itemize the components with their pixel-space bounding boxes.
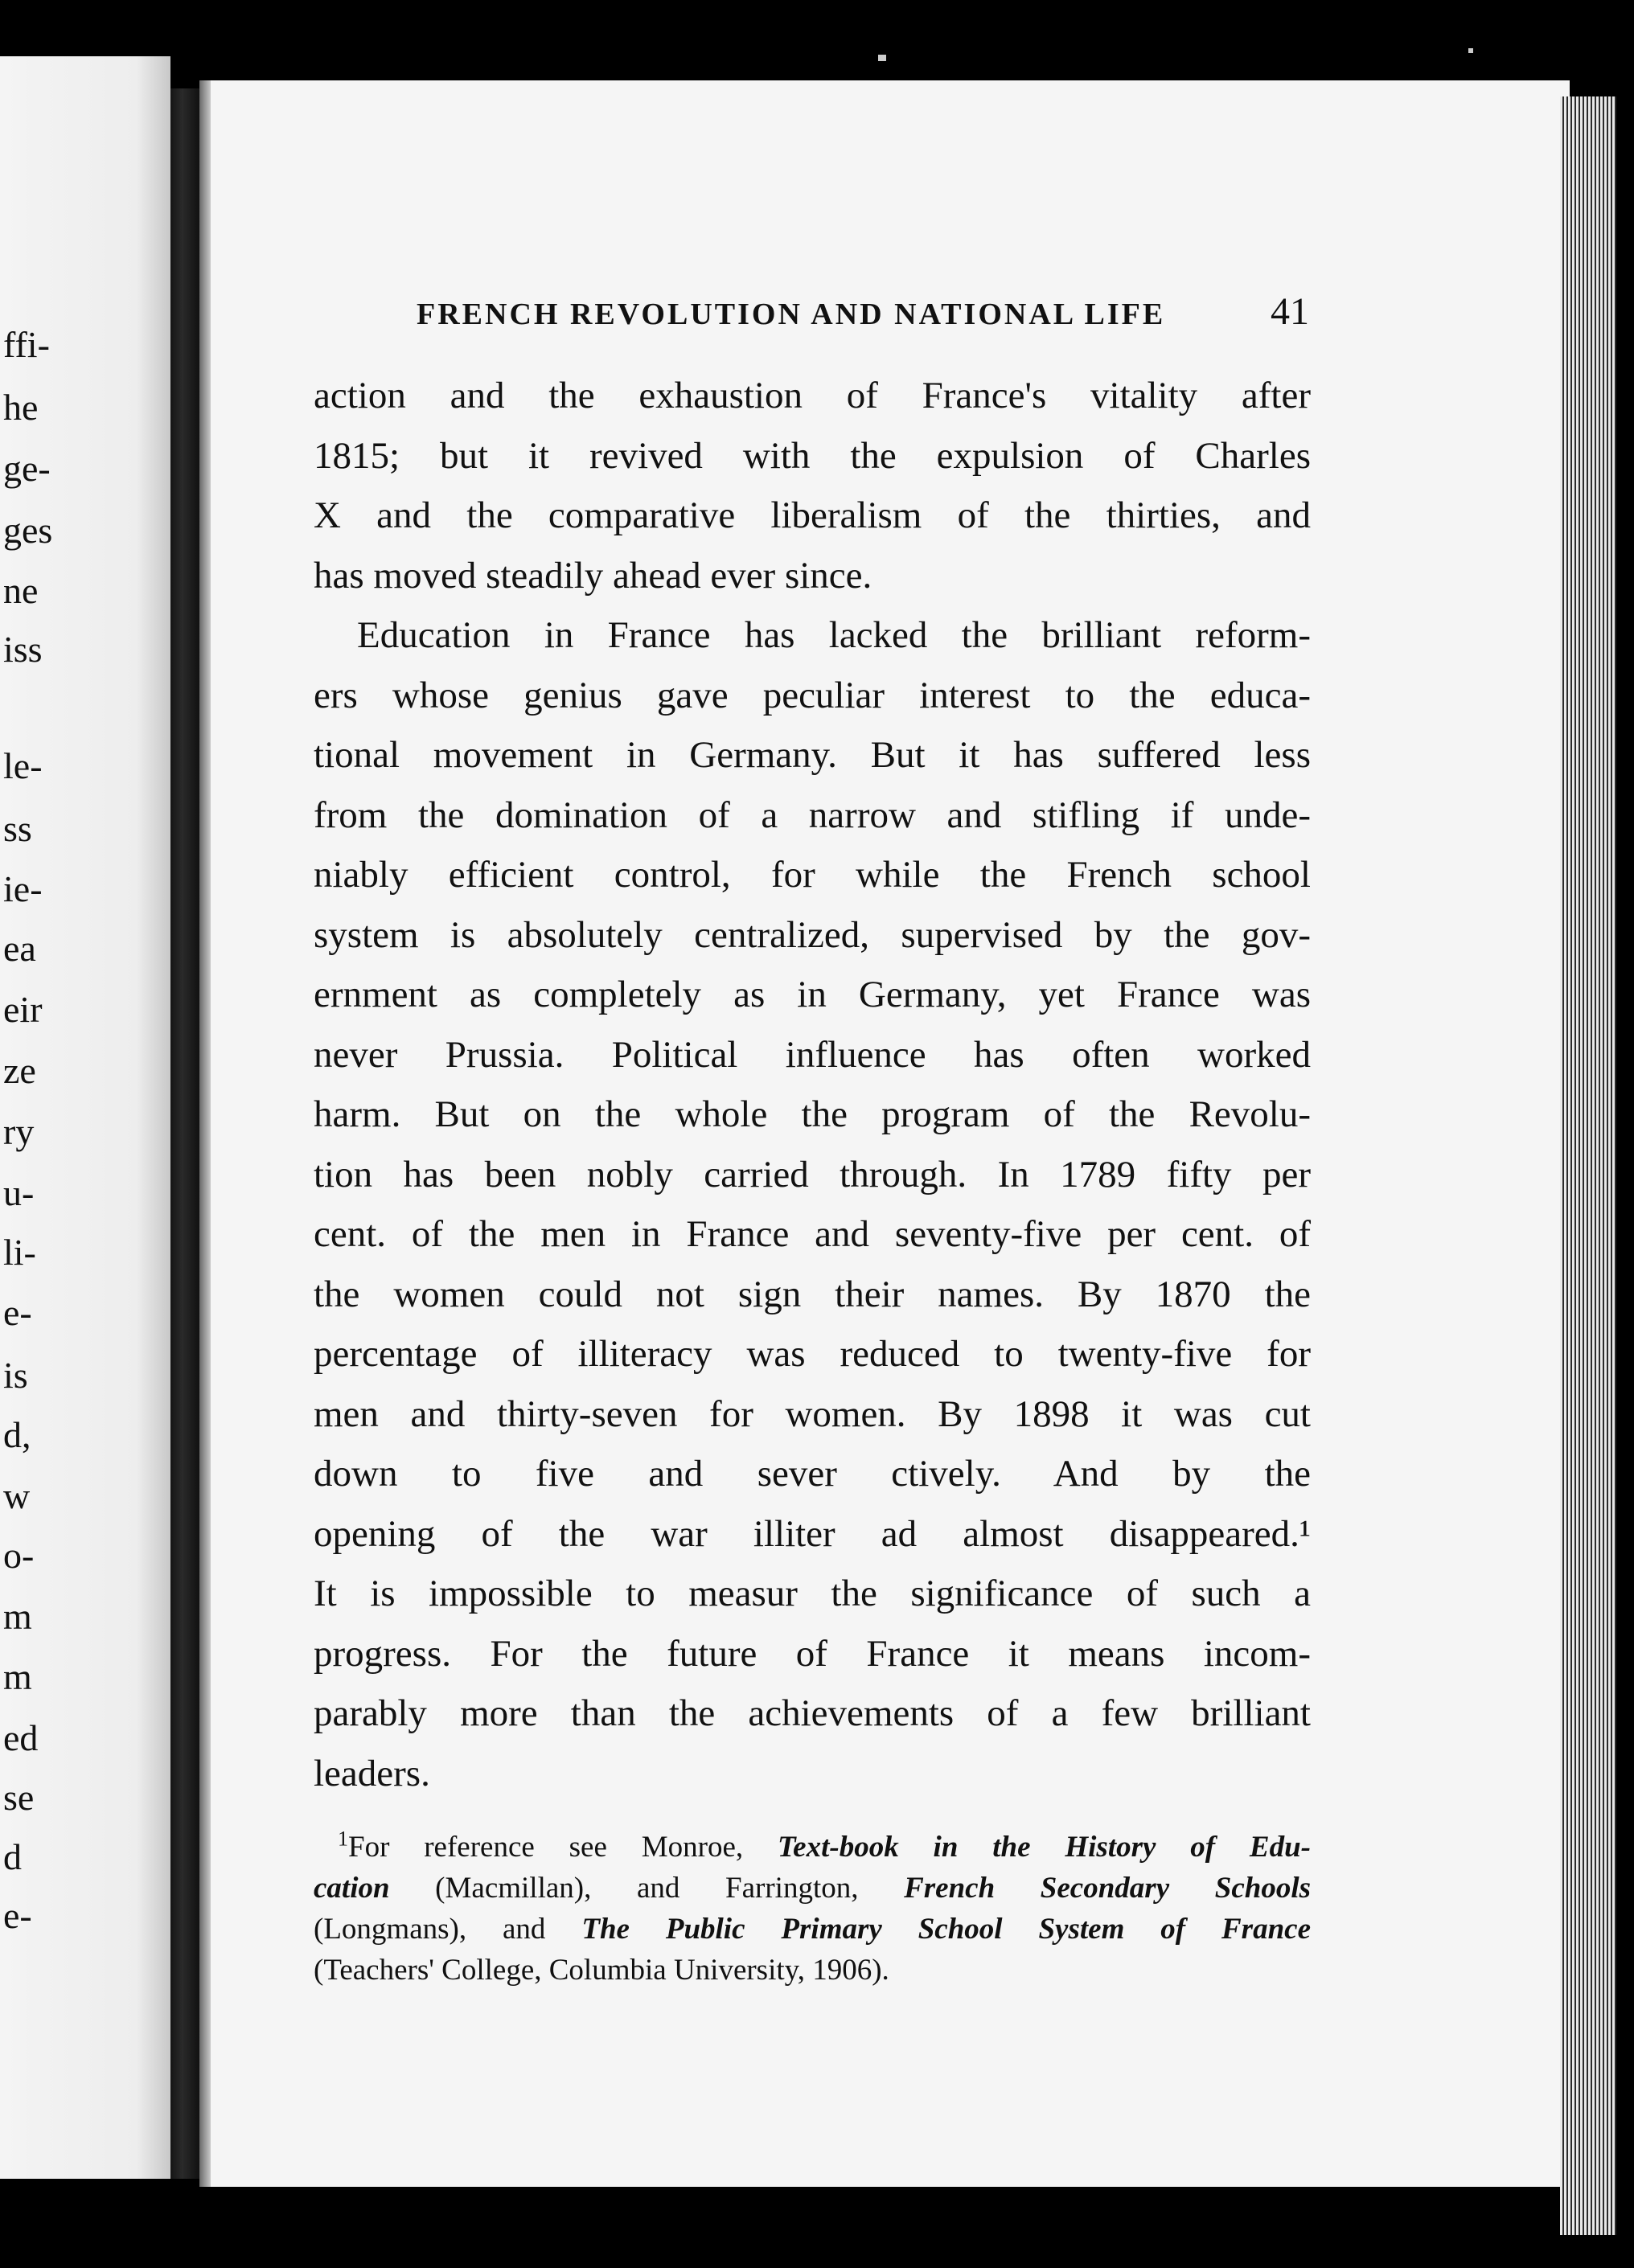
left-page-fragment: m xyxy=(3,1656,32,1697)
book-gutter xyxy=(170,88,199,2179)
body-line: leaders. xyxy=(314,1752,430,1794)
left-page-fragment: ry xyxy=(3,1111,35,1152)
left-page-fragment: eir xyxy=(3,989,43,1030)
running-header xyxy=(417,289,1309,334)
body-line: X and the comparative liberalism of the thirties, and xyxy=(314,494,1311,536)
left-page-fragment: ges xyxy=(3,510,53,551)
body-line: harm. But on the whole the program of the Revolu- xyxy=(314,1093,1311,1135)
body-line: the women could not sign their names. By 1870 the xyxy=(314,1273,1311,1315)
footnote-line xyxy=(314,1950,1311,1991)
left-page-fragment: ze xyxy=(3,1050,36,1091)
body-line: niably efficient control, for while the French school xyxy=(314,854,1311,896)
footnote-line xyxy=(314,1827,1311,1868)
left-page-fragment: e- xyxy=(3,1292,32,1333)
body-line: tion has been nobly carried through. In 1789 fifty per xyxy=(314,1153,1311,1196)
body-line: down to five and sever ctively. And by the xyxy=(314,1453,1311,1495)
footnote-text: (Macmillan), and Farrington, xyxy=(389,1872,905,1905)
body-line: 1815; but it revived with the expulsion of Charles xyxy=(314,434,1311,477)
body-line: ers whose genius gave peculiar interest to the educa- xyxy=(314,674,1311,716)
left-facing-page xyxy=(0,56,170,2179)
left-page-fragment: le- xyxy=(3,745,43,786)
footnote-line xyxy=(314,1868,1311,1909)
footnote-title: cation xyxy=(314,1872,390,1905)
footnote-marker: 1 xyxy=(338,1827,348,1851)
body-line: parably more than the achievements of a few brilliant xyxy=(314,1692,1311,1734)
body-line: tional movement in Germany. But it has suffered less xyxy=(314,734,1311,776)
body-line: cent. of the men in France and seventy-five per cent. of xyxy=(314,1213,1311,1255)
left-page-fragment: ie- xyxy=(3,868,43,909)
page-edges xyxy=(1560,96,1616,2235)
footnote-text: (Teachers' College, Columbia University, 1906). xyxy=(314,1954,889,1987)
footnote-line xyxy=(314,1909,1311,1950)
left-page-fragment: ea xyxy=(3,928,36,969)
left-page-fragment: se xyxy=(3,1777,35,1818)
body-line: ernment as completely as in Germany, yet France was xyxy=(314,974,1311,1015)
footnote xyxy=(314,1827,1311,1991)
left-page-fragment: is xyxy=(3,1355,28,1396)
footnote-text: For reference see Monroe, xyxy=(348,1831,778,1864)
scan-speck xyxy=(1468,48,1473,53)
body-line: opening of the war illiter ad almost disappeared.¹ xyxy=(314,1512,1311,1555)
page-number: 41 xyxy=(1271,290,1309,333)
left-page-fragment: li- xyxy=(3,1232,36,1273)
left-page-fragment: ss xyxy=(3,808,32,849)
body-line: action and the exhaustion of France's vitality after xyxy=(314,375,1311,416)
left-page-fragment: m xyxy=(3,1596,32,1637)
scan-speck xyxy=(878,55,886,61)
footnote-title: The Public Primary School System of France xyxy=(581,1913,1311,1946)
left-page-fragment: he xyxy=(3,387,39,428)
left-page-fragment: e- xyxy=(3,1895,32,1936)
body-line: Education in France has lacked the brilliant reform- xyxy=(357,614,1311,656)
left-page-fragment: u- xyxy=(3,1172,35,1213)
left-page-fragment: o- xyxy=(3,1535,35,1576)
footnote-title: Text-book in the History of Edu- xyxy=(777,1831,1311,1864)
body-line: percentage of illiteracy was reduced to twenty-five for xyxy=(314,1333,1311,1375)
left-page-fragment: ne xyxy=(3,570,39,611)
left-page-fragment: ge- xyxy=(3,448,51,489)
left-page-fragment: iss xyxy=(3,629,43,670)
left-page-fragment: d, xyxy=(3,1414,31,1455)
body-line: men and thirty-seven for women. By 1898 it was cut xyxy=(314,1392,1311,1435)
running-title: FRENCH REVOLUTION AND NATIONAL LIFE xyxy=(417,297,1166,331)
left-page-fragment: ed xyxy=(3,1717,39,1758)
body-line: never Prussia. Political influence has often worked xyxy=(314,1033,1311,1076)
left-page-fragment: ffi- xyxy=(3,324,50,365)
body-line: from the domination of a narrow and stifling if unde- xyxy=(314,794,1311,836)
body-line: It is impossible to measur the significance of such a xyxy=(314,1573,1311,1614)
left-page-fragment: w xyxy=(3,1475,31,1516)
body-line: system is absolutely centralized, supervised by the gov- xyxy=(314,913,1311,956)
body-line: progress. For the future of France it means incom- xyxy=(314,1632,1311,1675)
left-page-fragment: d xyxy=(3,1836,22,1877)
body-line: has moved steadily ahead ever since. xyxy=(314,554,872,597)
footnote-text: (Longmans), and xyxy=(314,1913,582,1946)
body-text xyxy=(314,366,1311,1803)
footnote-title: French Secondary Schools xyxy=(904,1872,1312,1905)
